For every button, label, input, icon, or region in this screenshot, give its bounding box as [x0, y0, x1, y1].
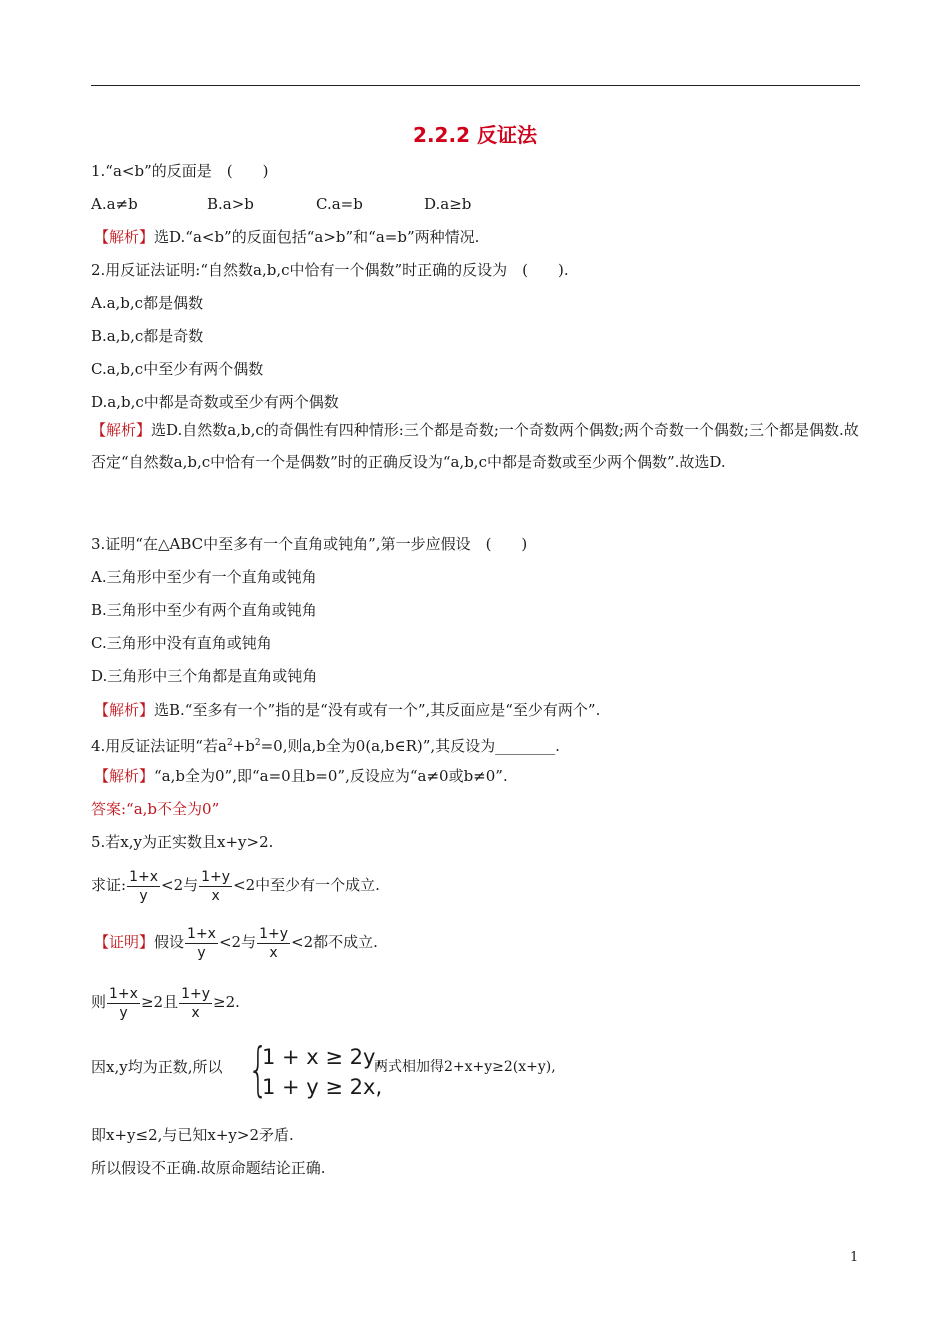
fraction [179, 985, 212, 1022]
text: <2中至少有一个成立. [233, 876, 380, 894]
analysis-tag: 【解析】 [94, 767, 155, 785]
denominator: x [211, 887, 220, 904]
q5-stem: 5.若x,y为正实数且x+y>2. [91, 833, 274, 851]
q5-conclusion: 所以假设不正确.故原命题结论正确. [91, 1159, 326, 1177]
text: <2都不成立. [291, 933, 378, 951]
q1-option-c: C.a=b [316, 195, 363, 213]
q3-stem: 3.证明“在△ABC中至多有一个直角或钝角”,第一步应假设 ( ) [91, 535, 528, 553]
analysis-text: 选D.“a<b”的反面包括“a>b”和“a=b”两种情况. [154, 228, 480, 246]
numerator: 1+y [259, 925, 289, 942]
left-brace-icon: { [248, 1035, 269, 1103]
text: 则 [91, 993, 107, 1011]
q4-stem-part: =0,则a,b全为0(a,b∈R)”,其反设为________. [260, 737, 560, 755]
q1-option-a: A.a≠b [91, 195, 138, 213]
analysis-tag: 【解析】 [94, 228, 155, 246]
superscript: 2 [226, 738, 233, 748]
q5-proof-assume [94, 920, 378, 964]
denominator: x [269, 944, 278, 961]
q3-option-b: B.三角形中至少有两个直角或钝角 [91, 601, 317, 619]
fraction [127, 868, 160, 905]
q4-stem-part: 4.用反证法证明“若a [91, 737, 227, 755]
fraction [107, 985, 140, 1022]
q5-proof-then [91, 980, 240, 1024]
q5-since: 因x,y均为正数,所以 [91, 1058, 223, 1076]
denominator: y [197, 944, 206, 961]
page-number: 1 [850, 1250, 859, 1265]
analysis-text: “a,b全为0”,即“a=0且b=0”,反设应为“a≠0或b≠0”. [154, 767, 508, 785]
fraction [257, 925, 290, 962]
analysis-text: 选D.自然数a,b,c的奇偶性有四种情形:三个都是奇数;一个奇数两个偶数;两个奇数一个偶数;三个都是偶数.故否定“自然数a,b,c中恰有一个是偶数”时的正确反设为“a,b,c中都是奇数或至少两个偶数”.故选D. [91, 421, 859, 471]
q4-stem [91, 732, 560, 757]
superscript: 2 [254, 738, 261, 748]
q1-option-b: B.a>b [207, 195, 254, 213]
q4-analysis [94, 765, 508, 787]
text: 求证: [91, 876, 127, 894]
numerator: 1+x [129, 868, 158, 885]
analysis-tag: 【解析】 [91, 421, 152, 439]
denominator: y [119, 1004, 128, 1021]
q4-stem-part: +b [232, 737, 255, 755]
q2-stem: 2.用反证法证明:“自然数a,b,c中恰有一个偶数”时正确的反设为 ( ). [91, 261, 569, 279]
numerator: 1+y [201, 868, 231, 885]
q1-analysis [94, 226, 479, 248]
q4-answer: 答案:“a,b不全为0” [91, 800, 220, 818]
text: ≥2且 [140, 993, 179, 1011]
q1-option-d: D.a≥b [424, 195, 472, 213]
q5-contradiction: 即x+y≤2,与已知x+y>2矛盾. [91, 1126, 294, 1144]
text: ≥2. [213, 993, 240, 1011]
header-rule [91, 85, 860, 86]
q1-stem: 1.“a<b”的反面是 ( ) [91, 162, 269, 180]
system-row: 1 + x ≥ 2y, [262, 1045, 383, 1069]
q3-analysis [94, 699, 600, 721]
analysis-text: 选B.“至多有一个”指的是“没有或有一个”,其反面应是“至少有两个”. [154, 701, 601, 719]
analysis-tag: 【解析】 [94, 701, 155, 719]
q3-option-a: A.三角形中至少有一个直角或钝角 [91, 568, 317, 586]
q2-option-d: D.a,b,c中都是奇数或至少有两个偶数 [91, 393, 339, 411]
denominator: x [191, 1004, 200, 1021]
text: 假设 [154, 933, 185, 951]
q3-option-c: C.三角形中没有直角或钝角 [91, 634, 272, 652]
page-title: 2.2.2 反证法 [413, 123, 537, 147]
text: <2与 [218, 933, 257, 951]
numerator: 1+x [109, 985, 138, 1002]
fraction [185, 925, 218, 962]
q2-option-c: C.a,b,c中至少有两个偶数 [91, 360, 264, 378]
q5-add: 两式相加得2+x+y≥2(x+y), [374, 1059, 556, 1075]
q2-option-a: A.a,b,c都是偶数 [91, 294, 204, 312]
denominator: y [139, 887, 148, 904]
system-row: 1 + y ≥ 2x, [262, 1075, 383, 1099]
q2-analysis [91, 414, 861, 478]
numerator: 1+y [181, 985, 211, 1002]
numerator: 1+x [187, 925, 216, 942]
q5-prove [91, 863, 380, 907]
text: <2与 [161, 876, 199, 894]
q3-option-d: D.三角形中三个角都是直角或钝角 [91, 667, 318, 685]
q2-option-b: B.a,b,c都是奇数 [91, 327, 204, 345]
proof-tag: 【证明】 [94, 933, 155, 951]
fraction [199, 868, 232, 905]
